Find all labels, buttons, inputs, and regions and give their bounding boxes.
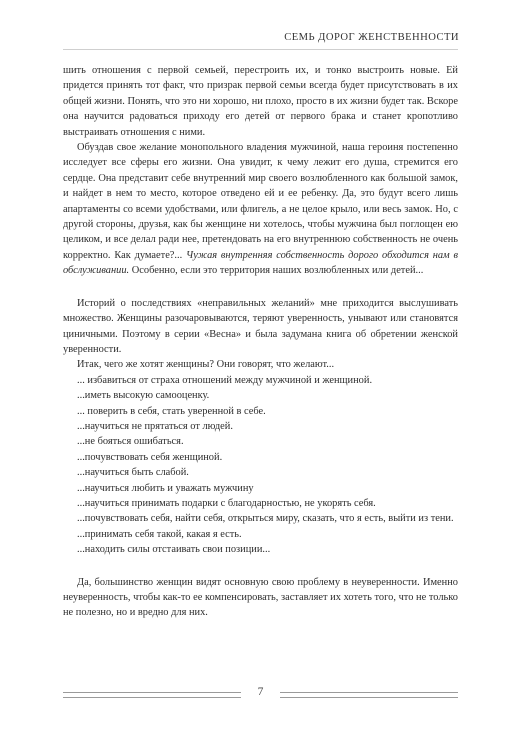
list-item: ... поверить в себя, стать уверенной в себе.: [77, 405, 266, 417]
page-body: [63, 63, 458, 621]
list-item: ...принимать себя такой, какая я есть.: [77, 528, 242, 540]
header-divider: [63, 49, 458, 50]
paragraph-4: Итак, чего же хотят женщины? Они говорят, что желают...: [77, 359, 335, 371]
list-item: ...научиться принимать подарки с благодарностью, не укорять себя.: [77, 497, 376, 509]
paragraph-5: Да, большинство женщин видят основную свою проблему в неуверенности. Именно неуверенность, чтобы как-то ее компенсировать, заставляет их хотеть того, что не только не полезно, но и вредно для них.: [63, 576, 458, 619]
footer-rule-right: [280, 692, 458, 698]
list-item: ...иметь высокую самооценку.: [77, 390, 210, 402]
list-item: ...находить силы отстаивать свои позиции...: [77, 544, 271, 556]
page-footer: [63, 688, 458, 702]
paragraph-2-italic: Чужая внутренняя собственность дорого обходится нам в обслуживании.: [63, 249, 459, 277]
running-title: СЕМЬ ДОРОГ ЖЕНСТВЕННОСТИ: [284, 32, 459, 43]
page-number: 7: [257, 686, 264, 698]
paragraph-3: Историй о последствиях «неправильных желаний» мне приходится выслушивать множество. Женщины разочаровываются, теряют уверенность, унывают или становятся циничными. Поэтому в серии «Весна» и была задумана книга об обретении женской уверенности.: [63, 297, 458, 355]
list-item: ...почувствовать себя, найти себя, открыться миру, сказать, что я есть, выйти из тени.: [77, 513, 454, 525]
list-item: ...научиться любить и уважать мужчину: [77, 482, 254, 494]
list-item: ...научиться быть слабой.: [77, 467, 189, 479]
list-item: ...не бояться ошибаться.: [77, 436, 184, 448]
paragraph-2-main: Обуздав свое желание монопольного владения мужчиной, наша героиня постепенно исследует все сферы его жизни. Она увидит, к чему лежит его душа, стремится его сердце. Она представит себе внутренний мир своего возлюбленного как большой замок, и найдет в нем то место, которое отведено ей и ее ребенку. Да, это будут всего лишь апартаменты со всеми удобствами, или флигель, а не целое крыло, или весь замок. Но, с другой стороны, друзья, как бы женщине ни хотелось, чтобы мужчина был поглощен ею целиком, и все делал ради нее, претендовать на его внутреннюю собственность не очень корректно. Как думаете?...: [63, 142, 458, 261]
paragraph-2-end: Особенно, если это территория наших возлюбленных или детей...: [131, 265, 424, 277]
paragraph-2: [63, 140, 458, 279]
wishes-list: [63, 373, 458, 558]
paragraph-1: шить отношения с первой семьей, перестроить их, и тонко выстроить новые. Ей придется принять тот факт, что призрак первой семьи всегда будет присутствовать в их общей жизни. Понять, что это ни хорошо, ни плохо, просто в их жизни будет так. Вскоре она научится радоваться приходу его детей от первого брака и станет кропотливо выстраивать отношения с ними.: [63, 65, 458, 138]
list-item: ... избавиться от страха отношений между мужчиной и женщиной.: [77, 374, 373, 386]
list-item: ...научиться не прятаться от людей.: [77, 420, 233, 432]
list-item: ...почувствовать себя женщиной.: [77, 451, 223, 463]
